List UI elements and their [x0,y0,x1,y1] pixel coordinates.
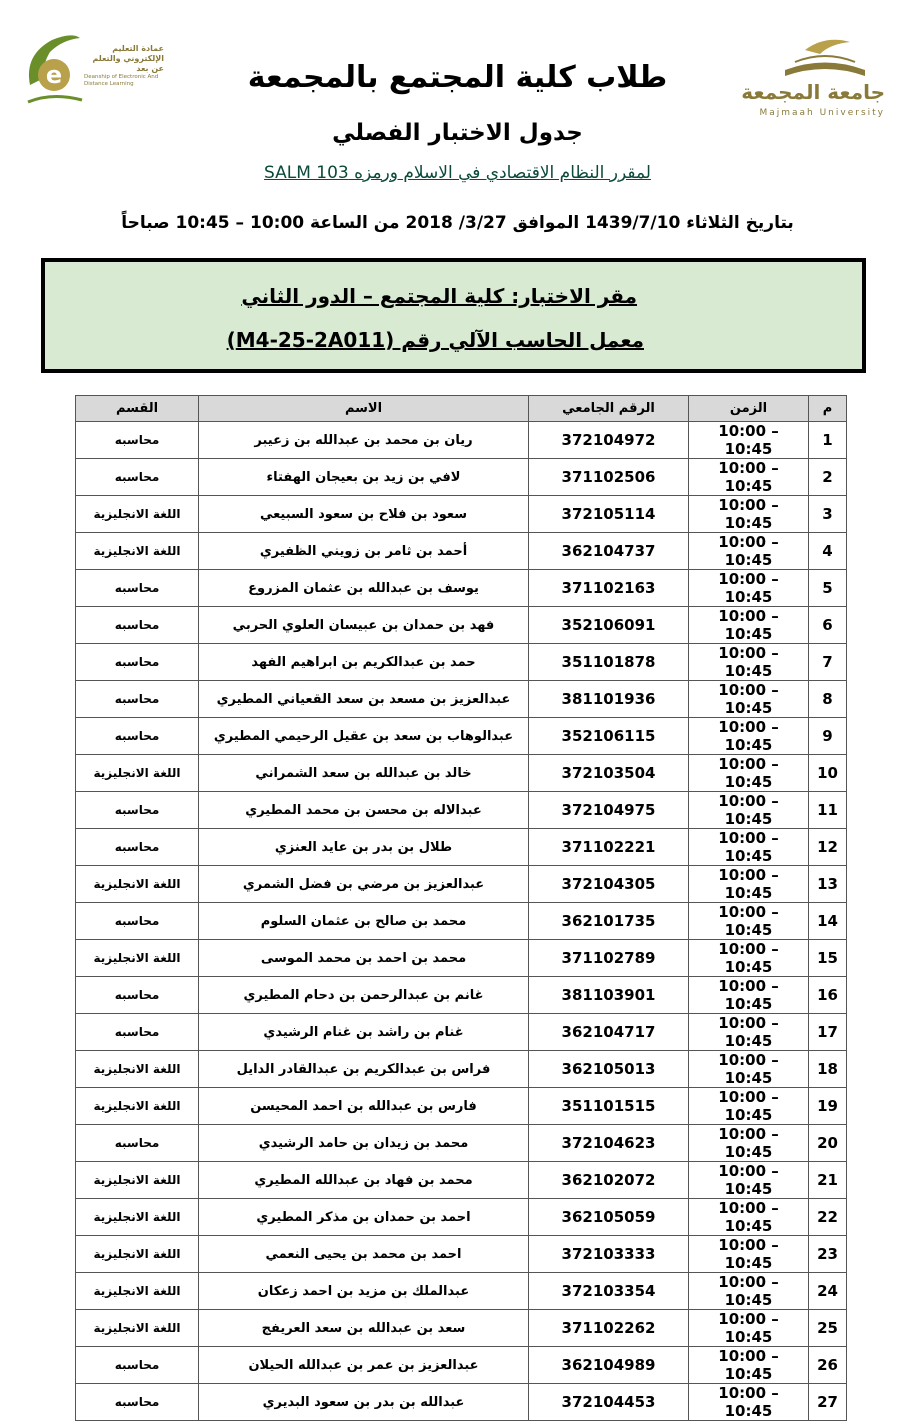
row-time: 10:00 – 10:45 [689,1051,809,1088]
row-student-id: 371102262 [529,1310,689,1347]
row-time: 10:00 – 10:45 [689,1162,809,1199]
row-department: محاسبه [76,1014,199,1051]
table-body [76,422,847,1421]
table-row [76,1125,847,1162]
university-name-arabic: جامعة المجمعة [741,80,885,104]
row-student-name: حمد بن عبدالكريم بن ابراهيم الفهد [199,644,529,681]
table-row [76,1273,847,1310]
table-row [76,1162,847,1199]
row-student-id: 372104975 [529,792,689,829]
row-time: 10:00 – 10:45 [689,533,809,570]
row-student-name: طلال بن بدر بن عايد العنزي [199,829,529,866]
row-department: محاسبه [76,570,199,607]
table-row [76,681,847,718]
header-dept: القسم [76,396,199,422]
row-time: 10:00 – 10:45 [689,866,809,903]
row-department: اللغة الانجليزية [76,1199,199,1236]
row-number: 16 [809,977,847,1014]
row-number: 12 [809,829,847,866]
row-student-id: 362104717 [529,1014,689,1051]
row-department: محاسبه [76,1347,199,1384]
row-student-name: يوسف بن عبدالله بن عثمان المزروع [199,570,529,607]
row-student-name: فراس بن عبدالكريم بن عبدالقادر الدايل [199,1051,529,1088]
table-row [76,977,847,1014]
table-row [76,1088,847,1125]
table-header-row [76,396,847,422]
row-student-id: 371102221 [529,829,689,866]
schedule-table [75,395,847,1421]
table-row [76,940,847,977]
row-time: 10:00 – 10:45 [689,755,809,792]
row-time: 10:00 – 10:45 [689,422,809,459]
row-student-name: احمد بن محمد بن يحيى النعمي [199,1236,529,1273]
row-student-name: محمد بن صالح بن عثمان السلوم [199,903,529,940]
row-department: اللغة الانجليزية [76,496,199,533]
row-student-id: 372104305 [529,866,689,903]
table-row [76,644,847,681]
header-num: م [809,396,847,422]
row-student-id: 372103333 [529,1236,689,1273]
row-number: 20 [809,1125,847,1162]
row-department: اللغة الانجليزية [76,1051,199,1088]
table-row [76,829,847,866]
row-time: 10:00 – 10:45 [689,1347,809,1384]
row-student-name: سعود بن فلاح بن سعود السبيعي [199,496,529,533]
row-student-name: لافي بن زيد بن بعيجان الهفتاء [199,459,529,496]
row-time: 10:00 – 10:45 [689,903,809,940]
row-department: اللغة الانجليزية [76,866,199,903]
row-time: 10:00 – 10:45 [689,1273,809,1310]
row-number: 18 [809,1051,847,1088]
row-student-name: خالد بن عبدالله بن سعد الشمراني [199,755,529,792]
row-student-name: محمد بن احمد بن محمد الموسى [199,940,529,977]
page-title: طلاب كلية المجتمع بالمجمعة [247,60,668,95]
row-number: 10 [809,755,847,792]
row-student-name: غنام بن راشد بن غنام الرشيدي [199,1014,529,1051]
row-time: 10:00 – 10:45 [689,1088,809,1125]
university-name-english: Majmaah University [759,108,885,118]
row-student-id: 352106115 [529,718,689,755]
row-department: محاسبه [76,829,199,866]
row-department: اللغة الانجليزية [76,1310,199,1347]
row-number: 13 [809,866,847,903]
header-time: الزمن [689,396,809,422]
row-student-id: 381101936 [529,681,689,718]
exam-date: بتاريخ الثلاثاء 1439/7/10 الموافق 3/27/ 2018 من الساعة 10:00 – 10:45 صباحاً [121,213,794,233]
row-number: 14 [809,903,847,940]
row-student-id: 362105013 [529,1051,689,1088]
row-department: اللغة الانجليزية [76,533,199,570]
row-student-id: 362104737 [529,533,689,570]
row-time: 10:00 – 10:45 [689,607,809,644]
row-student-name: فارس بن عبدالله بن احمد المحيسن [199,1088,529,1125]
row-number: 8 [809,681,847,718]
row-student-id: 362102072 [529,1162,689,1199]
row-number: 6 [809,607,847,644]
table-row [76,1347,847,1384]
row-student-name: عبدالعزيز بن مسعد بن سعد القعياني المطيري [199,681,529,718]
row-student-id: 372104623 [529,1125,689,1162]
row-number: 1 [809,422,847,459]
page-subtitle: جدول الاختبار الفصلي [332,120,583,146]
row-number: 15 [809,940,847,977]
table-row [76,533,847,570]
table-row [76,1199,847,1236]
deanship-logo-english: Deanship of Electronic And Distance Learning [84,74,159,87]
row-department: اللغة الانجليزية [76,1273,199,1310]
course-text: لمقرر النظام الاقتصادي في الاسلام ورمزه SALM 103 [264,163,651,183]
row-student-id: 381103901 [529,977,689,1014]
table-row [76,866,847,903]
table-row [76,1236,847,1273]
row-number: 5 [809,570,847,607]
table-row [76,570,847,607]
row-time: 10:00 – 10:45 [689,1014,809,1051]
row-student-name: احمد بن حمدان بن مذكر المطيري [199,1199,529,1236]
table-row [76,459,847,496]
row-time: 10:00 – 10:45 [689,718,809,755]
svg-text:e: e [45,61,63,89]
row-time: 10:00 – 10:45 [689,570,809,607]
row-number: 22 [809,1199,847,1236]
row-time: 10:00 – 10:45 [689,792,809,829]
row-number: 9 [809,718,847,755]
row-time: 10:00 – 10:45 [689,940,809,977]
table-row [76,1014,847,1051]
table-row [76,1310,847,1347]
row-number: 2 [809,459,847,496]
row-student-name: فهد بن حمدان بن عبيسان العلوي الحربي [199,607,529,644]
row-student-id: 372104453 [529,1384,689,1421]
location-box [41,258,866,373]
row-student-id: 371102789 [529,940,689,977]
row-time: 10:00 – 10:45 [689,459,809,496]
location-line: مقر الاختبار: كلية المجتمع – الدور الثاني [241,284,637,308]
row-department: اللغة الانجليزية [76,1088,199,1125]
row-student-id: 372105114 [529,496,689,533]
row-department: محاسبه [76,903,199,940]
table-row [76,718,847,755]
row-number: 19 [809,1088,847,1125]
header-id: الرقم الجامعي [529,396,689,422]
row-department: محاسبه [76,1384,199,1421]
row-student-id: 372104972 [529,422,689,459]
table-row [76,1384,847,1421]
row-student-id: 371102506 [529,459,689,496]
row-student-name: عبدالله بن بدر بن سعود البديري [199,1384,529,1421]
row-number: 3 [809,496,847,533]
row-number: 27 [809,1384,847,1421]
row-number: 4 [809,533,847,570]
table-row [76,1051,847,1088]
row-department: محاسبه [76,607,199,644]
row-time: 10:00 – 10:45 [689,496,809,533]
row-student-name: عبدالوهاب بن سعد بن عقيل الرحيمي المطيري [199,718,529,755]
row-department: اللغة الانجليزية [76,755,199,792]
row-number: 24 [809,1273,847,1310]
row-number: 21 [809,1162,847,1199]
row-department: محاسبه [76,644,199,681]
row-student-name: ريان بن محمد بن عبدالله بن زعيبر [199,422,529,459]
table-row [76,607,847,644]
row-time: 10:00 – 10:45 [689,977,809,1014]
row-department: محاسبه [76,1125,199,1162]
row-student-name: عبدالعزيز بن مرضي بن فضل الشمري [199,866,529,903]
row-department: محاسبه [76,977,199,1014]
row-department: محاسبه [76,681,199,718]
table-row [76,792,847,829]
row-department: اللغة الانجليزية [76,1236,199,1273]
row-number: 26 [809,1347,847,1384]
row-number: 17 [809,1014,847,1051]
table-row [76,422,847,459]
row-number: 25 [809,1310,847,1347]
row-student-id: 362105059 [529,1199,689,1236]
deanship-logo-arabic: عمادة التعليم الإلكتروني والتعلم عن بعد [92,44,164,73]
row-student-id: 372103354 [529,1273,689,1310]
row-number: 11 [809,792,847,829]
row-student-name: عبدالعزيز بن عمر بن عبدالله الحيلان [199,1347,529,1384]
row-student-name: محمد بن زيدان بن حامد الرشيدي [199,1125,529,1162]
row-student-name: غانم بن عبدالرحمن بن دحام المطيري [199,977,529,1014]
row-student-name: سعد بن عبدالله بن سعد العريفج [199,1310,529,1347]
row-student-id: 362104989 [529,1347,689,1384]
table-row [76,755,847,792]
row-student-name: عبدالاله بن محسن بن محمد المطيري [199,792,529,829]
row-time: 10:00 – 10:45 [689,1125,809,1162]
row-number: 23 [809,1236,847,1273]
row-time: 10:00 – 10:45 [689,681,809,718]
row-student-id: 372103504 [529,755,689,792]
row-student-id: 351101515 [529,1088,689,1125]
lab-line: معمل الحاسب الآلي رقم (M4-25-2A011) [226,328,644,352]
row-department: محاسبه [76,459,199,496]
row-department: محاسبه [76,422,199,459]
row-student-name: أحمد بن ثامر بن زويني الظفيري [199,533,529,570]
row-time: 10:00 – 10:45 [689,829,809,866]
row-student-id: 351101878 [529,644,689,681]
row-department: محاسبه [76,792,199,829]
row-department: اللغة الانجليزية [76,940,199,977]
row-student-name: عبدالملك بن مزيد بن احمد زعكان [199,1273,529,1310]
row-student-id: 352106091 [529,607,689,644]
row-time: 10:00 – 10:45 [689,1199,809,1236]
row-department: اللغة الانجليزية [76,1162,199,1199]
row-number: 7 [809,644,847,681]
table-row [76,496,847,533]
table-row [76,903,847,940]
row-student-id: 362101735 [529,903,689,940]
row-department: محاسبه [76,718,199,755]
header-name: الاسم [199,396,529,422]
course-line [0,163,915,183]
row-student-id: 371102163 [529,570,689,607]
row-time: 10:00 – 10:45 [689,644,809,681]
row-time: 10:00 – 10:45 [689,1384,809,1421]
row-student-name: محمد بن فهاد بن عبدالله المطيري [199,1162,529,1199]
row-time: 10:00 – 10:45 [689,1310,809,1347]
row-time: 10:00 – 10:45 [689,1236,809,1273]
